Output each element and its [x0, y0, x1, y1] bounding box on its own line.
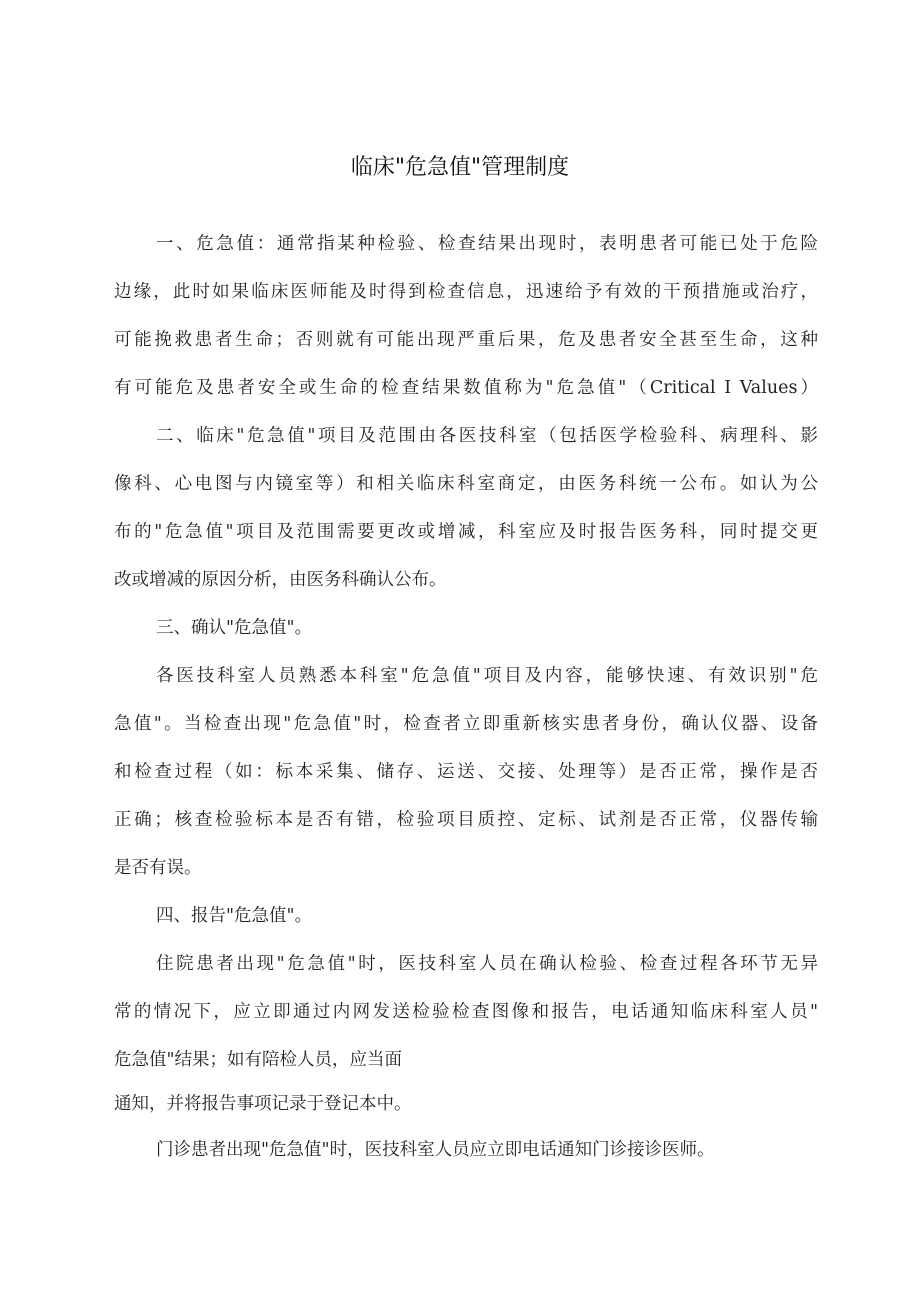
paragraph-line: 和检查过程（如：标本采集、储存、运送、交接、处理等）是否正常，操作是否 — [114, 762, 818, 782]
paragraph-line: 通知，并将报告事项记录于登记本中。 — [114, 1094, 412, 1114]
section-heading: 四、报告"危急值"。 — [156, 906, 313, 926]
paragraph-line: 边缘，此时如果临床医师能及时得到检查信息，迅速给予有效的干预措施或治疗， — [114, 282, 818, 302]
paragraph-line: 改或增减的原因分析，由医务科确认公布。 — [114, 570, 447, 590]
paragraph-line: 常的情况下，应立即通过内网发送检验检查图像和报告，电话通知临床科室人员" — [114, 1002, 818, 1022]
paragraph-line: 正确；核查检验标本是否有错，检验项目质控、定标、试剂是否正常，仪器传输 — [114, 810, 818, 830]
paragraph-line: 是否有误。 — [114, 858, 202, 878]
paragraph-line: 二、临床"危急值"项目及范围由各医技科室（包括医学检验科、病理科、影 — [156, 426, 818, 446]
paragraph-line: 可能挽救患者生命；否则就有可能出现严重后果，危及患者安全甚至生命，这种 — [114, 330, 818, 350]
paragraph-line: 门诊患者出现"危急值"时，医技科室人员应立即电话通知门诊接诊医师。 — [156, 1140, 715, 1160]
page-title: 临床"危急值"管理制度 — [350, 155, 570, 180]
paragraph-line: 各医技科室人员熟悉本科室"危急值"项目及内容，能够快速、有效识别"危 — [156, 666, 818, 686]
paragraph-line: 危急值"结果；如有陪检人员，应当面 — [114, 1050, 403, 1070]
paragraph-line: 住院患者出现"危急值"时，医技科室人员在确认检验、检查过程各环节无异 — [156, 954, 818, 974]
section-heading: 三、确认"危急值"。 — [156, 618, 313, 638]
paragraph-line: 急值"。当检查出现"危急值"时，检查者立即重新核实患者身份，确认仪器、设备 — [114, 714, 818, 734]
paragraph-line: 有可能危及患者安全或生命的检查结果数值称为"危急值"（Critical I Values） — [114, 378, 818, 398]
paragraph-line: 一、危急值：通常指某种检验、检查结果出现时，表明患者可能已处于危险 — [156, 234, 818, 254]
paragraph-line: 布的"危急值"项目及范围需要更改或增减，科室应及时报告医务科，同时提交更 — [114, 522, 818, 542]
paragraph-line: 像科、心电图与内镜室等）和相关临床科室商定，由医务科统一公布。如认为公 — [114, 474, 818, 494]
